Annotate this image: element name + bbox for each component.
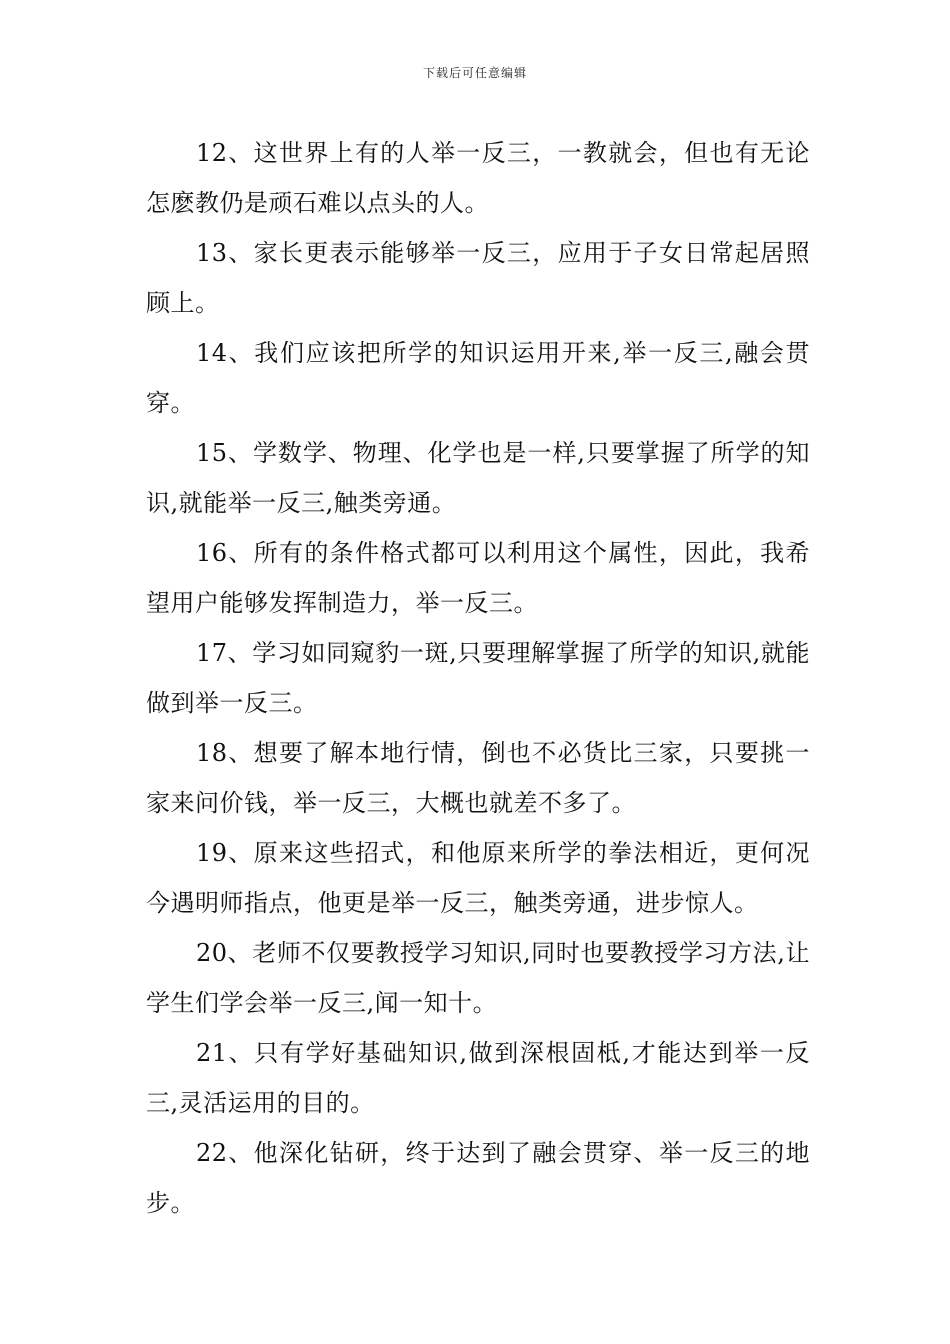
paragraph-13: 13、家长更表示能够举一反三，应用于子女日常起居照顾上。 xyxy=(146,239,810,317)
paragraph-21: 21、只有学好基础知识,做到深根固柢,才能达到举一反三,灵活运用的目的。 xyxy=(146,1039,810,1117)
paragraph-18: 18、想要了解本地行情，倒也不必货比三家，只要挑一家来问价钱，举一反三，大概也就差不多了。 xyxy=(146,739,810,817)
paragraph-16: 16、所有的条件格式都可以利用这个属性，因此，我希望用户能够发挥制造力，举一反三。 xyxy=(146,539,810,617)
paragraph-17: 17、学习如同窥豹一斑,只要理解掌握了所学的知识,就能做到举一反三。 xyxy=(146,639,810,717)
paragraph-22: 22、他深化钻研，终于达到了融会贯穿、举一反三的地步。 xyxy=(146,1139,810,1217)
page-header: 下载后可任意编辑 xyxy=(422,66,527,80)
paragraph-20: 20、老师不仅要教授学习知识,同时也要教授学习方法,让学生们学会举一反三,闻一知十。 xyxy=(146,939,810,1017)
paragraph-12: 12、这世界上有的人举一反三，一教就会，但也有无论怎麽教仍是顽石难以点头的人。 xyxy=(146,139,810,217)
paragraph-14: 14、我们应该把所学的知识运用开来,举一反三,融会贯穿。 xyxy=(146,339,810,417)
document-body xyxy=(146,128,810,1228)
paragraph-19: 19、原来这些招式，和他原来所学的拳法相近，更何况今遇明师指点，他更是举一反三，触类旁通，进步惊人。 xyxy=(146,839,810,917)
paragraph-15: 15、学数学、物理、化学也是一样,只要掌握了所学的知识,就能举一反三,触类旁通。 xyxy=(146,439,810,517)
